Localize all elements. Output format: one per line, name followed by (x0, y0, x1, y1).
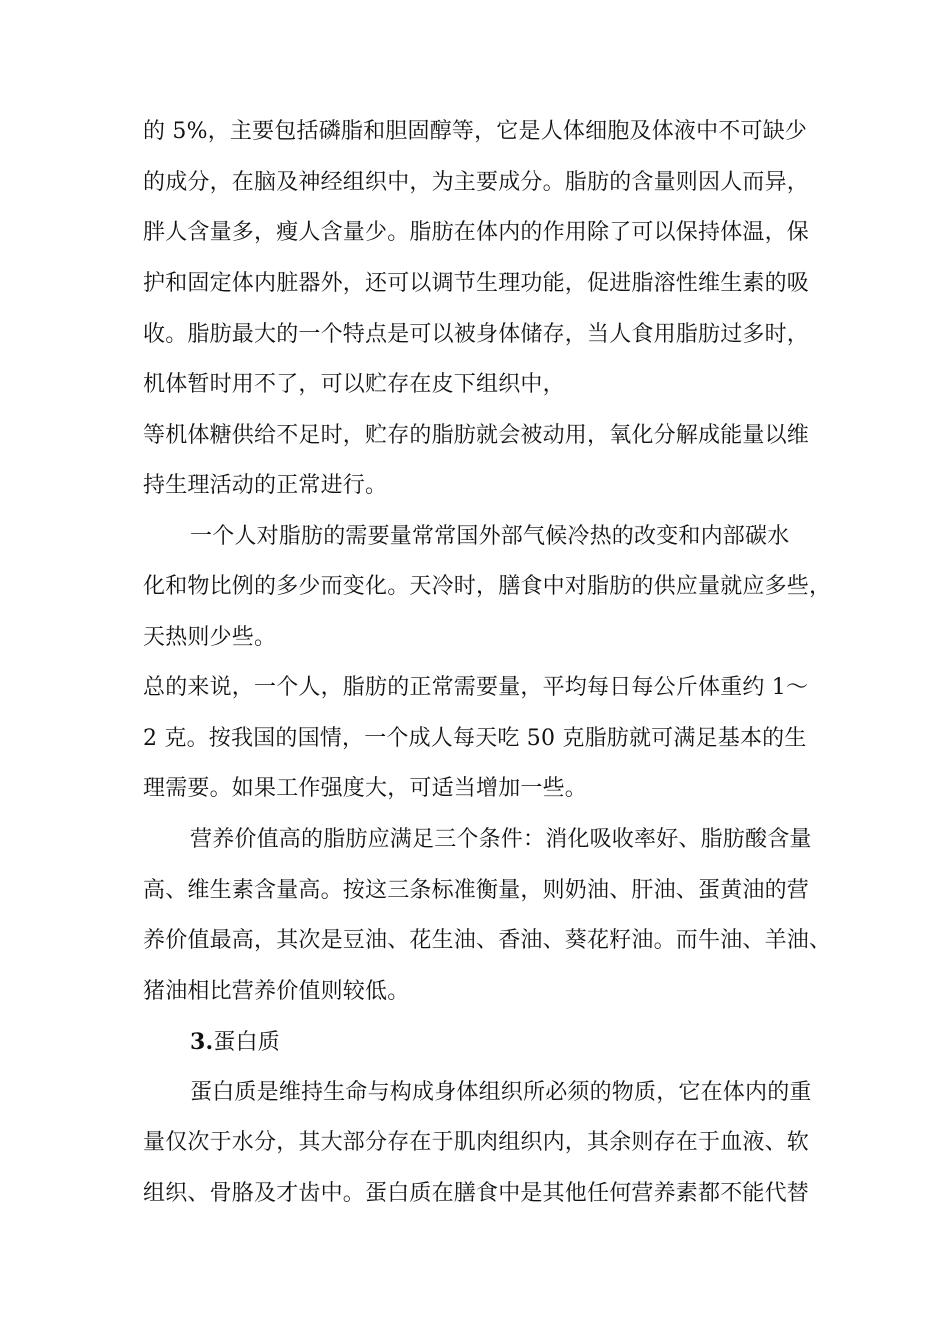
text-line: 的 5%，主要包括磷脂和胆固醇等，它是人体细胞及体液中不可缺少 (143, 119, 808, 144)
text-line: 的成分，在脑及神经组织中，为主要成分。脂肪的含量则因人而异， (143, 170, 810, 195)
section-title: 蛋白质 (213, 1030, 280, 1055)
text-line: 养价值最高，其次是豆油、花生油、香油、葵花籽油。而牛油、羊油、 (143, 928, 832, 953)
text-line: 猪油相比营养价值则较低。 (143, 979, 410, 1004)
text-line: 等机体糖供给不足时，贮存的脂肪就会被动用，氧化分解成能量以维 (143, 423, 810, 448)
text-line: 组织、骨胳及才齿中。蛋白质在膳食中是其他任何营养素都不能代替 (143, 1181, 810, 1206)
paragraph-first-line: 蛋白质是维持生命与构成身体组织所必须的物质，它在体内的重 (190, 1080, 812, 1105)
paragraph-first-line: 营养价值高的脂肪应满足三个条件：消化吸收率好、脂肪酸含量 (190, 827, 812, 852)
section-number: 3. (190, 1029, 214, 1055)
text-line: 天热则少些。 (143, 625, 277, 650)
text-line: 持生理活动的正常进行。 (143, 473, 388, 498)
text-line: 总的来说，一个人，脂肪的正常需要量，平均每日每公斤体重约 1～ (143, 675, 809, 700)
text-line: 机体暂时用不了，可以贮存在皮下组织中， (143, 372, 565, 397)
text-line: 高、维生素含量高。按这三条标准衡量，则奶油、肝油、蛋黄油的营 (143, 878, 810, 903)
text-line: 化和物比例的多少而变化。天冷时，膳食中对脂肪的供应量就应多些， (143, 574, 832, 599)
text-line: 护和固定体内脏器外，还可以调节生理功能，促进脂溶性维生素的吸 (143, 271, 810, 296)
text-line: 理需要。如果工作强度大，可适当增加一些。 (143, 776, 588, 801)
text-line: 2 克。按我国的国情，一个成人每天吃 50 克脂肪就可满足基本的生 (143, 726, 807, 751)
section-heading (190, 1027, 280, 1058)
text-line: 量仅次于水分，其大部分存在于肌肉组织内，其余则存在于血液、软 (143, 1130, 810, 1155)
text-line: 胖人含量多，瘦人含量少。脂肪在体内的作用除了可以保持体温，保 (143, 220, 810, 245)
text-line: 收。脂肪最大的一个特点是可以被身体储存，当人食用脂肪过多时， (143, 322, 810, 347)
paragraph-first-line: 一个人对脂肪的需要量常常国外部气候冷热的改变和内部碳水 (190, 524, 790, 549)
